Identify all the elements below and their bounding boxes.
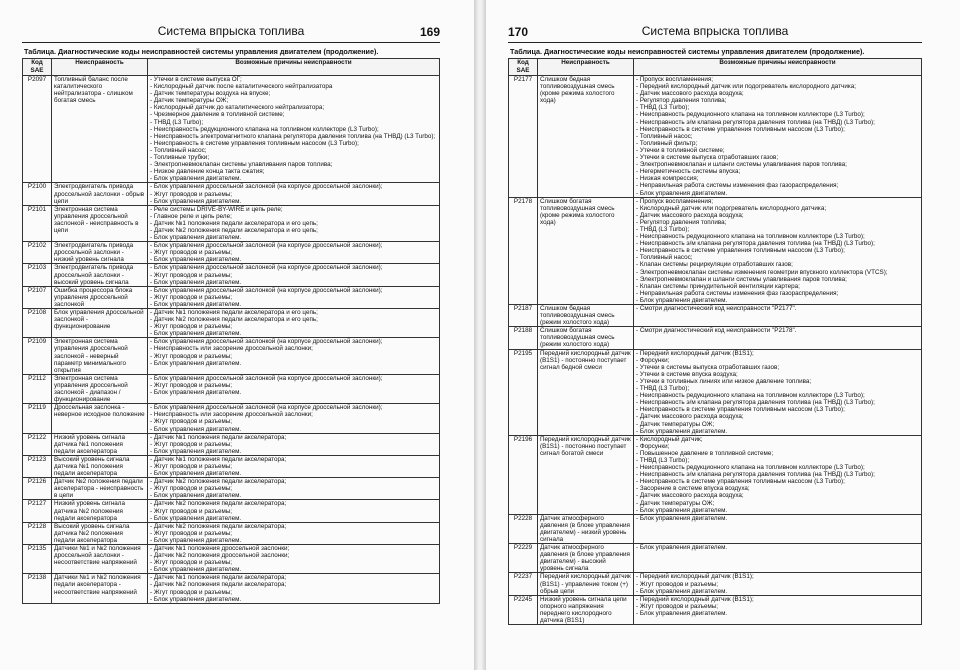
table-body: [509, 76, 922, 625]
cause-line: - Кислородный датчик до каталитического нейтрализатора;: [150, 104, 325, 112]
cause-line: - Топливный насос;: [636, 132, 693, 140]
cause-line: - Утечки в системе выпуска отработавших газов;: [636, 154, 779, 162]
table-row: [23, 205, 440, 241]
cause-line: - Топливные трубки;: [150, 154, 210, 162]
column-header-fault: Неисправность: [52, 59, 148, 76]
cause-line: - Передний кислородный датчик (B1S1);: [636, 573, 754, 581]
cause-line: - Топливный насос;: [150, 146, 207, 154]
running-header: [22, 24, 440, 43]
dtc-code: P2123: [23, 455, 52, 477]
fault-description: Электронная система управления дроссельной заслонкой - неверный параметр минимального открытия: [52, 338, 148, 374]
possible-causes: [148, 309, 440, 338]
cause-line: - Блок управления двигателем.: [150, 595, 242, 603]
cause-line: - Блок управления двигателем.: [150, 470, 242, 478]
cause-line: - Форсунки;: [636, 356, 670, 364]
cause-line: - Неисправность в системе управления топливным насосом (L3 Turbo);: [636, 247, 845, 255]
dtc-code: P2177: [509, 76, 538, 198]
cause-line: - Датчик массового расхода воздуха;: [636, 90, 744, 98]
cause-line: - Неисправность в системе управления топливным насосом (L3 Turbo);: [150, 139, 359, 147]
dtc-code: P2126: [23, 478, 52, 500]
cause-line: - ТНВД (L3 Turbo);: [636, 225, 690, 233]
cause-line: - Неисправность э/м клапана регулятора давления топлива (на ТНВД) (L3 Turbo);: [636, 118, 875, 126]
fault-description: Электронная система управления дроссельной заслонкой - неисправность в цепи: [52, 205, 148, 241]
table-row: [509, 76, 922, 198]
fault-description: Высокий уровень сигнала датчика №1 положения педали акселератора: [52, 455, 148, 477]
cause-line: - Блок управления дроссельной заслонкой (на корпусе дроссельной заслонки);: [150, 404, 383, 412]
cause-line: - Чрезмерное давление в топливной системе;: [150, 111, 285, 119]
cause-line: - Повышенное давление в топливной системе;: [636, 449, 774, 457]
running-header: [508, 24, 922, 43]
dtc-code: P2122: [23, 433, 52, 455]
possible-causes: [634, 349, 922, 435]
left-page: [0, 0, 474, 670]
cause-line: - Блок управления двигателем.: [636, 189, 728, 197]
possible-causes: [634, 544, 922, 573]
cause-line: - Неисправность э/м клапана регулятора давления топлива (на ТНВД) (L3 Turbo);: [636, 399, 875, 407]
cause-line: - Смотри диагностический код неисправности "P2178".: [636, 327, 797, 335]
cause-line: - Электропневмоклапан и шланги системы улавливания паров топлива;: [636, 161, 847, 169]
table-header: [509, 59, 922, 76]
cause-line: - Утечки в системе выпуска ОГ;: [150, 76, 242, 83]
cause-line: - Неисправность или засорение дроссельной заслонки;: [150, 345, 313, 353]
cause-line: - Датчик температуры воздуха на впуске;: [150, 90, 271, 98]
table-row: [23, 309, 440, 338]
cause-line: - Жгут проводов и разъемы;: [150, 588, 233, 596]
cause-line: - Регулятор давления топлива;: [636, 218, 727, 226]
cause-line: - Блок управления двигателем.: [150, 359, 242, 367]
dtc-code: P2195: [509, 349, 538, 435]
table-row: [23, 374, 440, 403]
cause-line: - Блок управления двигателем.: [150, 175, 242, 183]
cause-line: - Электропневмоклапан системы изменения геометрии впускного коллектора (VTCS);: [636, 268, 888, 276]
possible-causes: [148, 286, 440, 308]
table-row: [509, 305, 922, 327]
possible-causes: [148, 545, 440, 574]
table-row: [509, 544, 922, 573]
cause-line: - Блок управления двигателем.: [150, 278, 242, 286]
table-row: [23, 545, 440, 574]
possible-causes: [148, 264, 440, 286]
book-gutter: [474, 0, 486, 670]
cause-line: - Пропуск воспламенения;: [636, 76, 713, 83]
cause-line: - Электропневмоклапан системы улавливания паров топлива;: [150, 161, 333, 169]
possible-causes: [634, 327, 922, 349]
cause-line: - Блок управления двигателем.: [636, 427, 728, 435]
dtc-code: P2108: [23, 309, 52, 338]
cause-line: - Кислородный датчик;: [636, 435, 703, 443]
fault-description: Электродвигатель привода дроссельной заслонки - обрыв цепи: [52, 183, 148, 205]
cause-line: - Передний кислородный датчик или подогреватель кислородного датчика;: [636, 83, 856, 91]
dtc-code: P2237: [509, 573, 538, 595]
fault-description: Низкий уровень сигнала датчика №2 положения педали акселератора: [52, 500, 148, 522]
cause-line: - Блок управления двигателем.: [636, 506, 728, 514]
cause-line: - Датчик №2 положения педали акселератора;: [150, 500, 287, 508]
column-header-fault: Неисправность: [538, 59, 634, 76]
possible-causes: [634, 435, 922, 514]
cause-line: - Блок управления двигателем.: [636, 609, 728, 617]
dtc-code: P2102: [23, 242, 52, 264]
cause-line: - Утечки в топливной системе;: [636, 146, 725, 154]
cause-line: - Датчик №1 положения педали акселератора и его цепь;: [150, 309, 318, 316]
possible-causes: [634, 305, 922, 327]
cause-line: - Блок управления двигателем.: [636, 296, 728, 304]
table-row: [509, 349, 922, 435]
possible-causes: [148, 76, 440, 183]
fault-description: Слишком бедная топливовоздушная смесь (режим холостого хода): [538, 305, 634, 327]
cause-line: - Жгут проводов и разъемы;: [150, 381, 233, 389]
cause-line: - Блок управления двигателем.: [150, 256, 242, 264]
cause-line: - Жгут проводов и разъемы;: [150, 190, 233, 198]
cause-line: - Передний кислородный датчик (B1S1);: [636, 349, 754, 357]
table-row: [23, 76, 440, 183]
dtc-table: [22, 58, 440, 604]
possible-causes: [148, 478, 440, 500]
possible-causes: [148, 183, 440, 205]
right-page: [486, 0, 960, 670]
cause-line: - Неисправность редукционного клапана на топливном коллекторе (L3 Turbo);: [636, 233, 865, 241]
cause-line: - Кислородный датчик или подогреватель кислородного датчика;: [636, 204, 827, 212]
cause-line: - Неисправность э/м клапана регулятора давления топлива (на ТНВД) (L3 Turbo);: [636, 471, 875, 479]
cause-line: - ТНВД (L3 Turbo);: [636, 456, 690, 464]
cause-line: - Датчик массового расхода воздуха;: [636, 413, 744, 421]
fault-description: Топливный баланс после каталитического нейтрализатора - слишком богатая смесь: [52, 76, 148, 183]
cause-line: - Неисправность э/м клапана регулятора давления топлива (на ТНВД) (L3 Turbo);: [636, 240, 875, 248]
dtc-code: P2228: [509, 514, 538, 543]
cause-line: - Форсунки;: [636, 442, 670, 450]
cause-line: - Датчик температуры ОЖ;: [636, 420, 715, 428]
table-row: [23, 338, 440, 374]
table-row: [509, 514, 922, 543]
cause-line: - Блок управления двигателем.: [150, 234, 242, 242]
cause-line: - Датчик №1 положения педали акселератора;: [150, 433, 287, 441]
table-row: [23, 455, 440, 477]
possible-causes: [148, 338, 440, 374]
cause-line: - ТНВД (L3 Turbo);: [636, 104, 690, 112]
table-row: [23, 286, 440, 308]
cause-line: - Датчик №2 положения педали акселератора и его цепь;: [150, 226, 318, 234]
cause-line: - Жгут проводов и разъемы;: [150, 418, 233, 426]
dtc-code: P2109: [23, 338, 52, 374]
column-header-code: Код SAE: [509, 59, 538, 76]
possible-causes: [634, 573, 922, 595]
cause-line: - Датчик №1 положения педали акселератора;: [150, 455, 287, 463]
fault-description: Электродвигатель привода дроссельной заслонки - низкий уровень сигнала: [52, 242, 148, 264]
cause-line: - Пропуск воспламенения;: [636, 197, 713, 205]
cause-line: - Датчик №1 положения педали акселератора и его цепь;: [150, 219, 318, 227]
table-row: [509, 573, 922, 595]
possible-causes: [148, 242, 440, 264]
cause-line: - Неисправность редукционного клапана на топливном коллекторе (L3 Turbo);: [150, 125, 379, 133]
cause-line: - Блок управления двигателем.: [636, 587, 728, 595]
possible-causes: [148, 500, 440, 522]
dtc-table: [508, 58, 922, 625]
cause-line: - Жгут проводов и разъемы;: [150, 352, 233, 360]
cause-line: - Низкое давление конца такта сжатия;: [150, 168, 265, 176]
cause-line: - Жгут проводов и разъемы;: [150, 293, 233, 301]
dtc-code: P2097: [23, 76, 52, 183]
table-row: [23, 574, 440, 603]
cause-line: - Неисправность в системе управления топливным насосом (L3 Turbo);: [636, 478, 845, 486]
cause-line: - Неправильная работа системы изменения фаз газораспределения;: [636, 182, 839, 190]
table-row: [23, 404, 440, 433]
cause-line: - Жгут проводов и разъемы;: [636, 580, 719, 588]
page-number: 169: [419, 25, 440, 39]
cause-line: - Неисправность или засорение дроссельной заслонки;: [150, 411, 313, 419]
table-body: [23, 76, 440, 604]
cause-line: - Блок управления двигателем.: [150, 514, 242, 522]
cause-line: - Блок управления дроссельной заслонкой (на корпусе дроссельной заслонки);: [150, 338, 383, 346]
table-row: [509, 197, 922, 304]
cause-line: - Датчик №2 положения дроссельной заслонки;: [150, 552, 290, 560]
possible-causes: [634, 197, 922, 304]
table-row: [23, 242, 440, 264]
dtc-code: P2187: [509, 305, 538, 327]
possible-causes: [634, 595, 922, 624]
cause-line: - Неисправность в системе управления топливным насосом (L3 Turbo);: [636, 125, 845, 133]
dtc-code: P2101: [23, 205, 52, 241]
dtc-code: P2229: [509, 544, 538, 573]
cause-line: - Датчик температуры ОЖ;: [150, 97, 229, 105]
table-row: [23, 478, 440, 500]
cause-line: - Датчик №1 положения дроссельной заслонки;: [150, 545, 290, 552]
cause-line: - Низкая компрессия;: [636, 175, 699, 183]
cause-line: - Клапан системы принудительной вентиляции картера;: [636, 282, 800, 290]
cause-line: - Блок управления двигателем.: [150, 389, 242, 397]
dtc-code: P2100: [23, 183, 52, 205]
cause-line: - Неисправность электромагнитного клапана регулятора давления топлива (на ТНВД) (L3 Turbo);: [150, 132, 436, 140]
cause-line: - Жгут проводов и разъемы;: [636, 602, 719, 610]
table-row: [23, 433, 440, 455]
cause-line: - Жгут проводов и разъемы;: [150, 529, 233, 537]
fault-description: Датчик атмосферного давления (в блоке управления двигателем) - высокий уровень сигнала: [538, 544, 634, 573]
cause-line: - Топливный фильтр;: [636, 139, 698, 147]
column-header-causes: Возможные причины неисправности: [634, 59, 922, 76]
cause-line: - Блок управления двигателем.: [150, 300, 242, 308]
cause-line: - Блок управления двигателем.: [150, 536, 242, 544]
cause-line: - ТНВД (L3 Turbo);: [636, 385, 690, 393]
cause-line: - Жгут проводов и разъемы;: [150, 249, 233, 257]
cause-line: - Реле системы DRIVE-BY-WIRE и цепь реле;: [150, 205, 283, 213]
cause-line: - Передний кислородный датчик (B1S1);: [636, 595, 754, 603]
page-number: 170: [508, 25, 529, 39]
dtc-code: P2127: [23, 500, 52, 522]
fault-description: Низкий уровень сигнала датчика №1 положения педали акселератора: [52, 433, 148, 455]
cause-line: - Клапан системы рециркуляции отработавших газов;: [636, 261, 793, 269]
dtc-code: P2128: [23, 522, 52, 544]
cause-line: - Датчик массового расхода воздуха;: [636, 492, 744, 500]
dtc-code: P2245: [509, 595, 538, 624]
cause-line: - Электропневмоклапан и шланги системы улавливания паров топлива;: [636, 275, 847, 283]
possible-causes: [148, 455, 440, 477]
possible-causes: [148, 205, 440, 241]
dtc-code: P2112: [23, 374, 52, 403]
possible-causes: [148, 404, 440, 433]
cause-line: - Блок управления двигателем.: [150, 330, 242, 338]
cause-line: - Неисправность в системе управления топливным насосом (L3 Turbo);: [636, 406, 845, 414]
possible-causes: [148, 374, 440, 403]
possible-causes: [148, 574, 440, 603]
dtc-code: P2107: [23, 286, 52, 308]
fault-description: Передний кислородный датчик (B1S1) - постоянно поступает сигнал бедной смеси: [538, 349, 634, 435]
table-row: [23, 264, 440, 286]
cause-line: - Блок управления двигателем.: [150, 492, 242, 500]
fault-description: Датчики №1 и №2 положения дроссельной заслонки - несоответствие напряжений: [52, 545, 148, 574]
cause-line: - Блок управления дроссельной заслонкой (на корпусе дроссельной заслонки);: [150, 183, 383, 191]
dtc-code: P2103: [23, 264, 52, 286]
cause-line: - Кислородный датчик после каталитического нейтрализатора: [150, 83, 333, 91]
cause-line: - Главное реле и цепь реле;: [150, 212, 232, 220]
cause-line: - Засорение в системе впуска воздуха;: [636, 485, 750, 493]
cause-line: - Негерметичность системы впуска;: [636, 168, 741, 176]
fault-description: Датчик №2 положения педали акселератора - неисправность в цепи: [52, 478, 148, 500]
header-title: Система впрыска топлива: [641, 24, 789, 38]
cause-line: - Блок управления двигателем.: [636, 514, 728, 522]
cause-line: - Датчик №2 положения педали акселератора;: [150, 581, 287, 589]
cause-line: - Датчик №2 положения педали акселератора;: [150, 522, 287, 530]
cause-line: - Датчик массового расхода воздуха;: [636, 211, 744, 219]
cause-line: - Жгут проводов и разъемы;: [150, 323, 233, 331]
table-row: [23, 500, 440, 522]
column-header-causes: Возможные причины неисправности: [148, 59, 440, 76]
table-row: [509, 327, 922, 349]
dtc-code: P2119: [23, 404, 52, 433]
cause-line: - Блок управления двигателем.: [150, 566, 242, 574]
cause-line: - Жгут проводов и разъемы;: [150, 440, 233, 448]
table-header: [23, 59, 440, 76]
table-row: [509, 595, 922, 624]
table-row: [23, 183, 440, 205]
fault-description: Передний кислородный датчик (B1S1) - управление током (+) обрыв цепи: [538, 573, 634, 595]
header-title: Система впрыска топлива: [157, 24, 305, 38]
fault-description: Слишком бедная топливовоздушная смесь (кроме режима холостого хода): [538, 76, 634, 198]
cause-line: - Смотри диагностический код неисправности "P2177".: [636, 305, 797, 312]
cause-line: - Жгут проводов и разъемы;: [150, 559, 233, 567]
cause-line: - Блок управления двигателем.: [636, 544, 728, 552]
fault-description: Дроссельная заслонка - неверное исходное положение: [52, 404, 148, 433]
cause-line: - Неисправность редукционного клапана на топливном коллекторе (L3 Turbo);: [636, 392, 865, 400]
fault-description: Слишком богатая топливовоздушная смесь (режим холостого хода): [538, 327, 634, 349]
fault-description: Электронная система управления дроссельной заслонкой - диапазон / функционирование: [52, 374, 148, 403]
cause-line: - Утечки в топливных линиях или низкое давление топлива;: [636, 377, 812, 385]
table-caption: Таблица. Диагностические коды неисправностей системы управления двигателем (продолжение).: [24, 47, 379, 56]
fault-description: Высокий уровень сигнала датчика №2 положения педали акселератора: [52, 522, 148, 544]
possible-causes: [634, 514, 922, 543]
cause-line: - Утечки в системы выпуска отработавших газов;: [636, 363, 780, 371]
cause-line: - ТНВД (L3 Turbo);: [150, 118, 204, 126]
dtc-code: P2188: [509, 327, 538, 349]
possible-causes: [148, 433, 440, 455]
fault-description: Слишком богатая топливовоздушная смесь (кроме режима холостого хода): [538, 197, 634, 304]
possible-causes: [634, 76, 922, 198]
cause-line: - Блок управления двигателем.: [150, 425, 242, 433]
fault-description: Низкий уровень сигнала цепи опорного напряжения переднего кислородного датчика (B1S1): [538, 595, 634, 624]
cause-line: - Неисправность редукционного клапана на топливном коллекторе (L3 Turbo);: [636, 111, 865, 119]
cause-line: - Жгут проводов и разъемы;: [150, 507, 233, 515]
cause-line: - Топливный насос;: [636, 254, 693, 262]
cause-line: - Жгут проводов и разъемы;: [150, 485, 233, 493]
dtc-code: P2135: [23, 545, 52, 574]
fault-description: Датчик атмосферного давления (в блоке управления двигателем) - низкий уровень сигнала: [538, 514, 634, 543]
cause-line: - Блок управления дроссельной заслонкой (на корпусе дроссельной заслонки);: [150, 286, 383, 294]
fault-description: Блок управления дроссельной заслонкой - функционирование: [52, 309, 148, 338]
cause-line: - Блок управления дроссельной заслонкой (на корпусе дроссельной заслонки);: [150, 242, 383, 250]
dtc-code: P2196: [509, 435, 538, 514]
table-row: [509, 435, 922, 514]
cause-line: - Регулятор давления топлива;: [636, 97, 727, 105]
table-caption: Таблица. Диагностические коды неисправностей системы управления двигателем (продолжение).: [510, 47, 865, 56]
fault-description: Передний кислородный датчик (B1S1) - постоянно поступает сигнал богатой смеси: [538, 435, 634, 514]
column-header-code: Код SAE: [23, 59, 52, 76]
cause-line: - Жгут проводов и разъемы;: [150, 271, 233, 279]
cause-line: - Блок управления дроссельной заслонкой (на корпусе дроссельной заслонки);: [150, 264, 383, 272]
possible-causes: [148, 522, 440, 544]
cause-line: - Датчик №1 положения педали акселератора;: [150, 574, 287, 582]
table-row: [23, 522, 440, 544]
fault-description: Ошибка процессора блока управления дроссельной заслонкой: [52, 286, 148, 308]
fault-description: Электродвигатель привода дроссельной заслонки - высокий уровень сигнала: [52, 264, 148, 286]
cause-line: - Неисправность редукционного клапана на топливном коллекторе (L3 Turbo);: [636, 464, 865, 472]
cause-line: - Датчик №2 положения педали акселератора;: [150, 478, 287, 486]
fault-description: Датчики №1 и №2 положения педали акселератора - несоответствие напряжений: [52, 574, 148, 603]
cause-line: - Датчик температуры ОЖ;: [636, 499, 715, 507]
cause-line: - Датчик №2 положения педали акселератора и его цепь;: [150, 316, 318, 324]
cause-line: - Жгут проводов и разъемы;: [150, 462, 233, 470]
cause-line: - Блок управления двигателем.: [150, 197, 242, 205]
cause-line: - Неправильная работа системы изменения фаз газораспределения;: [636, 289, 839, 297]
cause-line: - Блок управления двигателем.: [150, 447, 242, 455]
dtc-code: P2178: [509, 197, 538, 304]
dtc-code: P2138: [23, 574, 52, 603]
cause-line: - Утечки в системе впуска воздуха;: [636, 370, 738, 378]
cause-line: - Блок управления дроссельной заслонкой (на корпусе дроссельной заслонки);: [150, 374, 383, 382]
